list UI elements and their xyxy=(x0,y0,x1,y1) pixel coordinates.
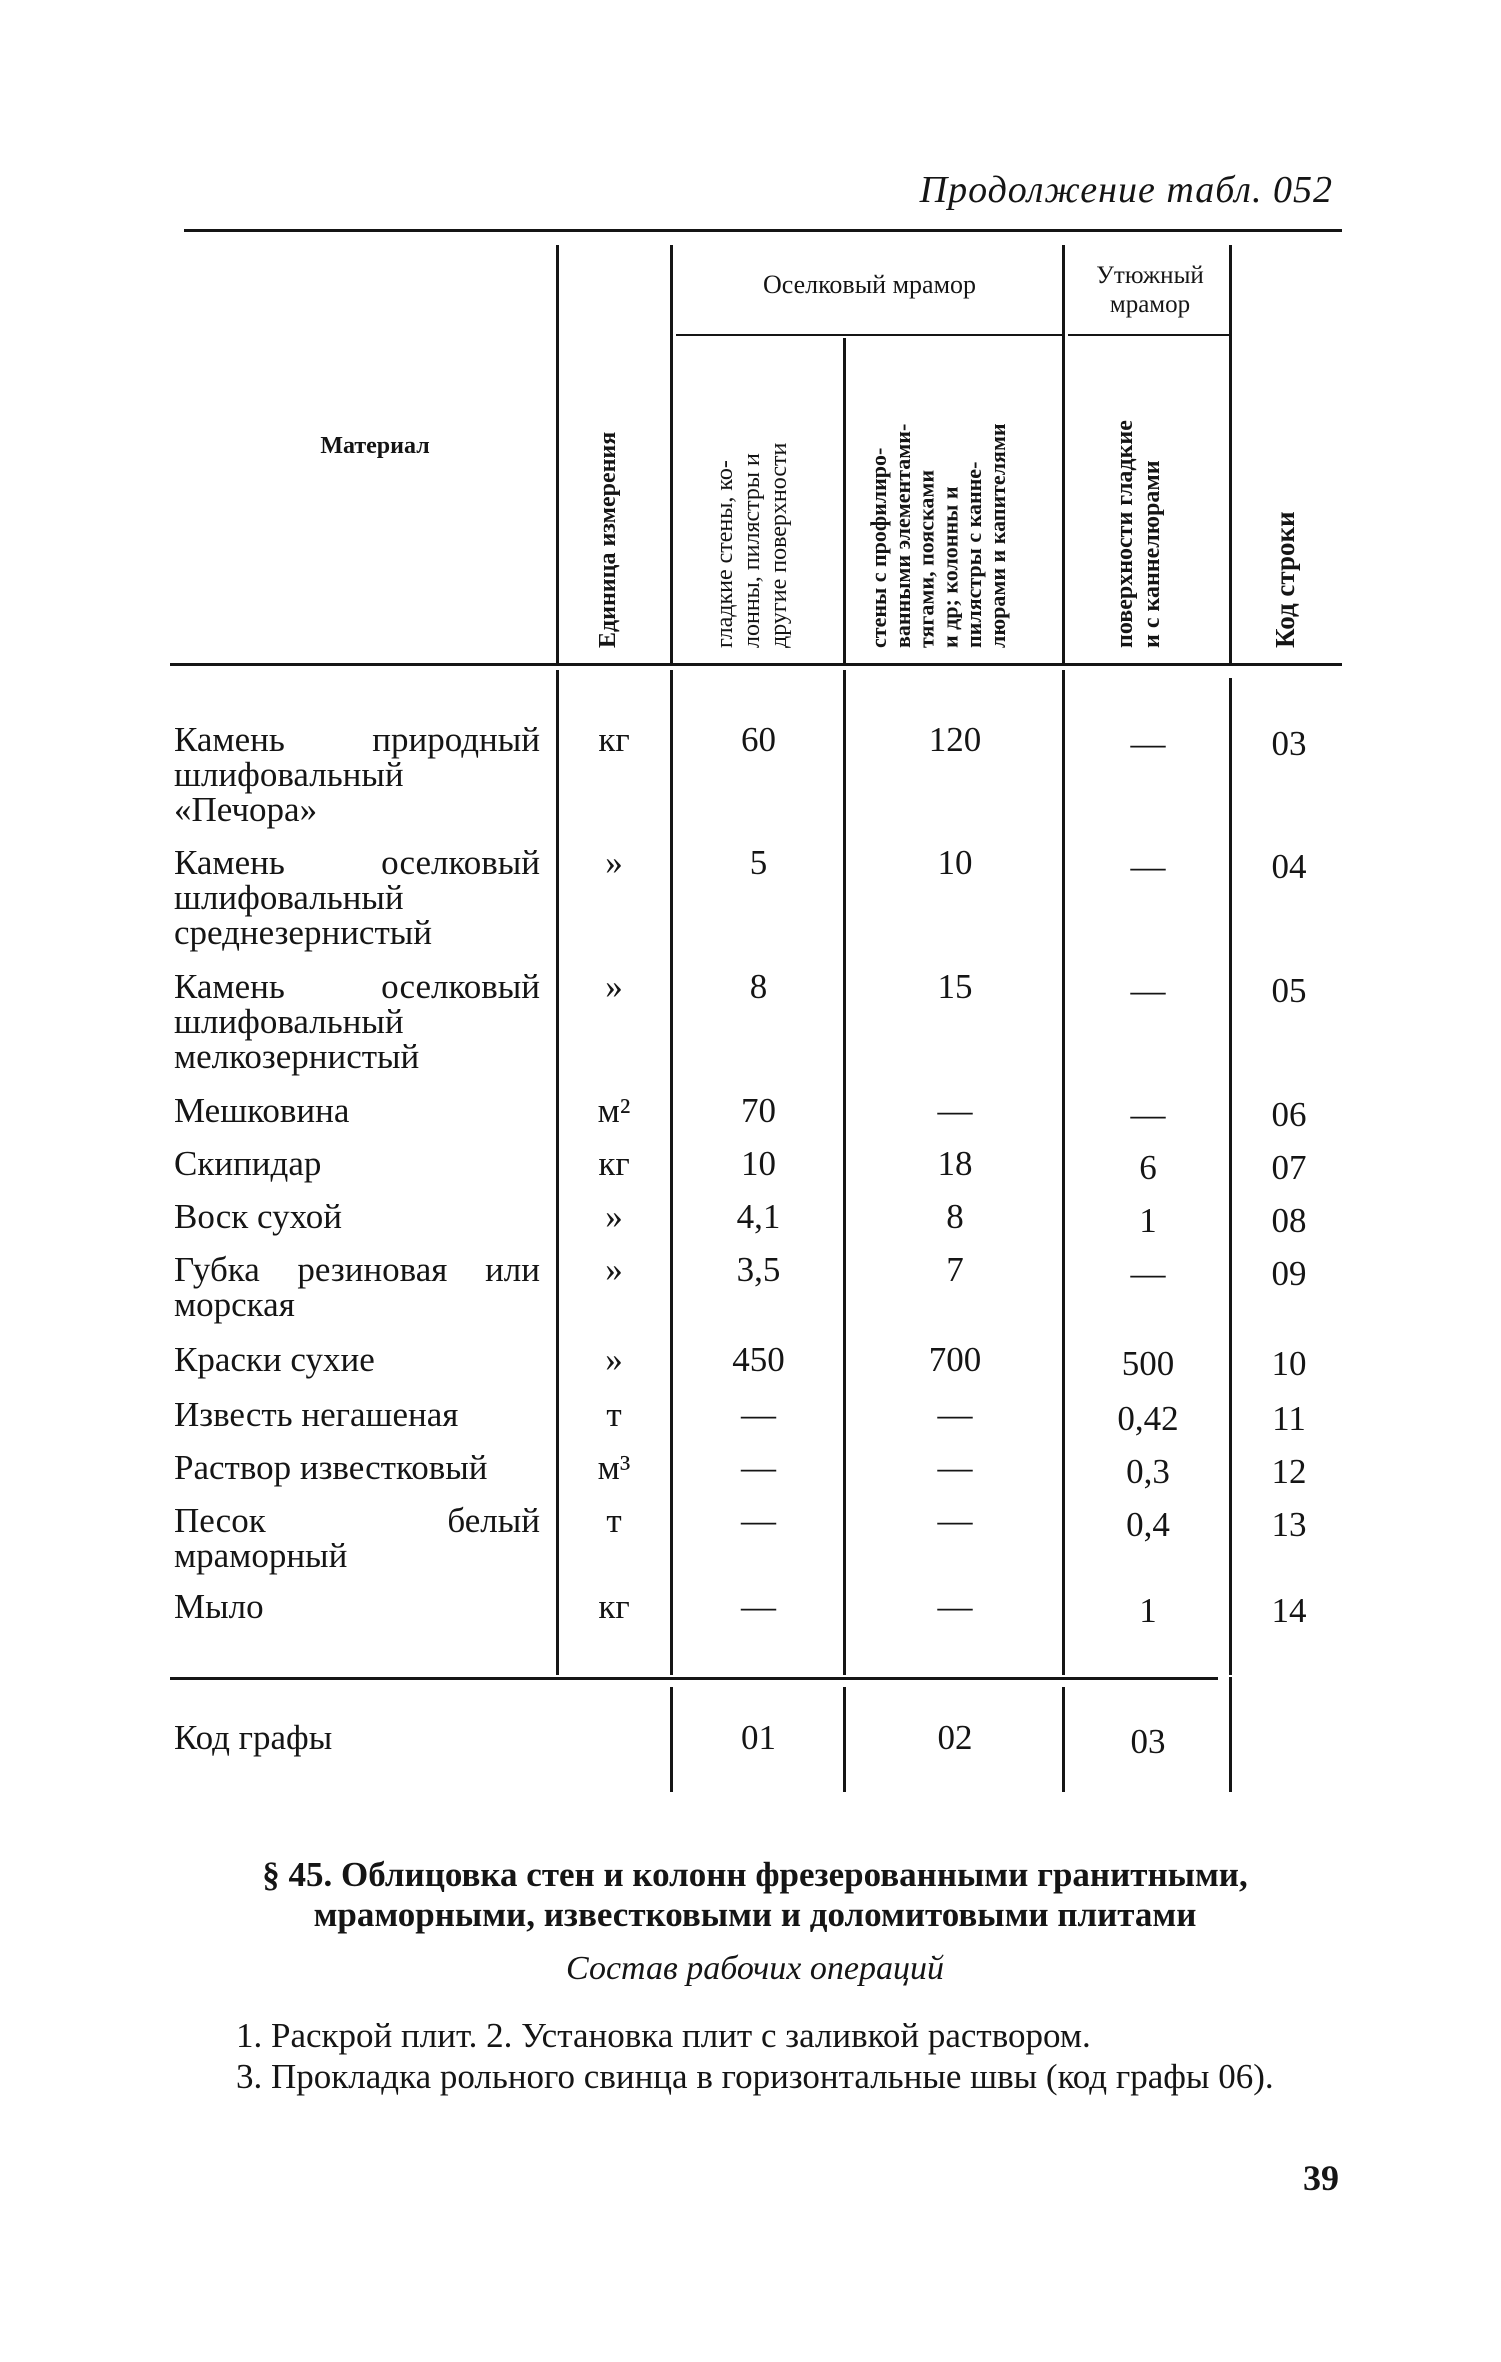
row-code: 12 xyxy=(1271,1452,1307,1491)
row-material: Скипидар xyxy=(174,1144,322,1183)
row-material: Известь негашеная xyxy=(174,1395,459,1434)
row-unit: кг xyxy=(598,720,630,759)
row-c03: 0,42 xyxy=(1117,1399,1179,1438)
row-c01: 70 xyxy=(741,1091,776,1130)
row-unit: м³ xyxy=(597,1448,631,1487)
row-c01: 3,5 xyxy=(736,1250,781,1289)
page-number: 39 xyxy=(1303,2158,1339,2198)
row-c01: — xyxy=(741,1448,776,1487)
body-rule-code-left xyxy=(1229,678,1232,1675)
operations-para-2: 3. Прокладка рольного свинца в горизонтальные швы (код графы 06). xyxy=(236,2057,1274,2096)
row-c01: 60 xyxy=(741,720,776,759)
row-code: 03 xyxy=(1271,724,1307,763)
table-header-rule xyxy=(170,663,1342,666)
row-c03: 1 xyxy=(1139,1591,1157,1630)
table-body-bottom-rule xyxy=(170,1677,1218,1680)
row-unit: » xyxy=(605,1340,623,1379)
row-c01: 8 xyxy=(749,967,768,1006)
row-code: 04 xyxy=(1271,847,1307,886)
header-col02: стены с профилиро- ванными элементами- тягами, поясками и др; колонны и пилястры с канне- люрами и капителями xyxy=(866,423,1010,648)
footer-label: Код графы xyxy=(174,1718,333,1757)
row-c02: 7 xyxy=(946,1250,964,1289)
row-code: 08 xyxy=(1271,1201,1307,1240)
body-rule-c03-left xyxy=(1062,670,1065,1675)
row-c01: — xyxy=(741,1395,776,1434)
header-utyuzh-group: Утюжный мрамор xyxy=(1096,262,1204,318)
section-title: § 45. Облицовка стен и колонн фрезерованными гранитными, мраморными, известковыми и доломитовыми плитами xyxy=(262,1855,1248,1935)
row-code: 10 xyxy=(1271,1344,1307,1383)
row-code: 06 xyxy=(1271,1095,1307,1134)
row-c01: 5 xyxy=(749,843,768,882)
body-rule-c02-left xyxy=(843,670,846,1675)
body-rule-unit-left xyxy=(556,670,559,1675)
row-code: 13 xyxy=(1271,1505,1307,1544)
row-unit: » xyxy=(605,967,623,1006)
row-c03: 500 xyxy=(1121,1344,1175,1383)
footer-g01: 01 xyxy=(741,1718,776,1757)
row-c02: 18 xyxy=(937,1144,973,1183)
row-c01: — xyxy=(741,1587,776,1626)
row-unit: » xyxy=(605,843,623,882)
foot-rule-c02-left xyxy=(843,1687,846,1792)
row-unit: м² xyxy=(597,1091,631,1130)
row-code: 09 xyxy=(1271,1254,1307,1293)
col-rule-c01-left xyxy=(670,245,673,663)
row-c02: — xyxy=(937,1501,973,1540)
row-c03: 1 xyxy=(1139,1201,1157,1240)
col-rule-c03-left xyxy=(1062,245,1065,663)
oselk-group-rule xyxy=(676,334,1063,336)
header-oselk-group: Оселковый мрамор xyxy=(762,270,977,299)
row-unit: кг xyxy=(598,1144,630,1183)
foot-rule-c03-left xyxy=(1062,1687,1065,1792)
row-c02: — xyxy=(937,1091,973,1130)
row-c02: 700 xyxy=(928,1340,982,1379)
row-c02: 8 xyxy=(946,1197,964,1236)
row-unit: » xyxy=(605,1250,623,1289)
header-material: Материал xyxy=(320,433,430,459)
foot-rule-c01-left xyxy=(670,1687,673,1792)
row-c02: — xyxy=(937,1587,973,1626)
row-c02: 15 xyxy=(937,967,973,1006)
row-unit: т xyxy=(606,1501,622,1540)
row-code: 07 xyxy=(1271,1148,1307,1187)
header-code: Код строки xyxy=(1270,511,1300,648)
row-unit: кг xyxy=(598,1587,630,1626)
row-material: Мешковина xyxy=(174,1091,350,1130)
footer-g02: 02 xyxy=(937,1718,973,1757)
row-c02: — xyxy=(937,1395,973,1434)
row-code: 14 xyxy=(1271,1591,1307,1630)
row-c01: — xyxy=(741,1501,776,1540)
row-c03: — xyxy=(1130,724,1166,763)
col-rule-c02-left xyxy=(843,338,846,663)
row-material: Камень оселковый шлифовальный мелкозернистый xyxy=(174,967,540,1076)
row-c03: — xyxy=(1130,1095,1166,1134)
row-material: Камень оселковый шлифовальный среднезернистый xyxy=(174,843,540,952)
row-c03: — xyxy=(1130,1254,1166,1293)
row-material: Мыло xyxy=(174,1587,264,1626)
row-c03: 0,3 xyxy=(1126,1452,1170,1491)
header-col01: гладкие стены, ко- лонны, пилястры и другие поверхности xyxy=(712,442,792,648)
row-material: Воск сухой xyxy=(174,1197,342,1236)
row-c01: 4,1 xyxy=(736,1197,781,1236)
header-col03: поверхности гладкие и с каннелюрами xyxy=(1112,420,1165,648)
table-top-rule xyxy=(184,229,1342,232)
row-c03: — xyxy=(1130,971,1166,1010)
row-material: Краски сухие xyxy=(174,1340,375,1379)
row-unit: » xyxy=(605,1197,623,1236)
row-c02: 10 xyxy=(937,843,973,882)
operations-subtitle: Состав рабочих операций xyxy=(566,1950,944,1987)
footer-g03: 03 xyxy=(1130,1722,1166,1761)
row-c03: — xyxy=(1130,847,1166,886)
row-c03: 0,4 xyxy=(1126,1505,1170,1544)
row-material: Камень природный шлифовальный «Печора» xyxy=(174,720,540,829)
utyuzh-group-rule xyxy=(1068,334,1232,336)
body-rule-c01-left xyxy=(670,670,673,1675)
table-caption: Продолжение табл. 052 xyxy=(919,169,1333,211)
row-c02: 120 xyxy=(928,720,982,759)
col-rule-unit-left xyxy=(556,245,559,663)
row-c03: 6 xyxy=(1139,1148,1157,1187)
foot-rule-code-left xyxy=(1229,1677,1232,1792)
row-material: Губка резиновая или морская xyxy=(174,1250,540,1324)
header-unit: Единица измерения xyxy=(595,431,621,648)
row-code: 05 xyxy=(1271,971,1307,1010)
row-unit: т xyxy=(606,1395,622,1434)
row-c02: — xyxy=(937,1448,973,1487)
row-material: Песок белый мраморный xyxy=(174,1501,540,1575)
row-code: 11 xyxy=(1272,1399,1306,1438)
row-c01: 450 xyxy=(732,1340,785,1379)
row-c01: 10 xyxy=(741,1144,776,1183)
row-material: Раствор известковый xyxy=(174,1448,488,1487)
operations-para-1: 1. Раскрой плит. 2. Установка плит с заливкой раствором. xyxy=(236,2016,1091,2055)
